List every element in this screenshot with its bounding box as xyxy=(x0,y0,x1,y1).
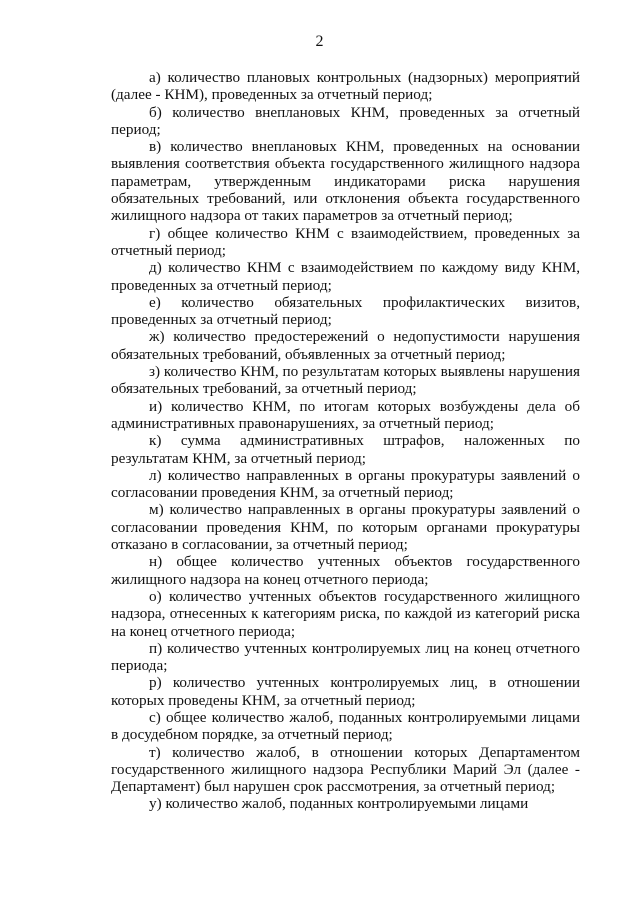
list-item-t: т) количество жалоб, в отношении которых Департаментом государственного жилищного надзора Республики Марий Эл (далее - Департамент) был нарушен срок рассмотрения, за отчетный период; xyxy=(111,743,580,796)
list-item-e: е) количество обязательных профилактических визитов, проведенных за отчетный период; xyxy=(111,293,580,329)
list-item-u: у) количество жалоб, поданных контролируемыми лицами xyxy=(149,795,529,813)
page-number: 2 xyxy=(315,33,324,50)
list-item-zh: ж) количество предостережений о недопустимости нарушения обязательных требований, объявленных за отчетный период; xyxy=(111,328,580,363)
list-item-r: р) количество учтенных контролируемых лиц, в отношении которых проведены КНМ, за отчетный период; xyxy=(111,674,580,709)
list-item-a: а) количество плановых контрольных (надзорных) мероприятий (далее - КНМ), проведенных за отчетный период; xyxy=(111,69,580,104)
list-item-d: д) количество КНМ с взаимодействием по каждому виду КНМ, проведенных за отчетный период; xyxy=(111,259,580,294)
document-body xyxy=(111,69,580,813)
list-item-m: м) количество направленных в органы прокуратуры заявлений о согласовании проведения КНМ, по которым органами прокуратуры отказано в согласовании, за отчетный период; xyxy=(111,501,580,554)
list-item-n: н) общее количество учтенных объектов государственного жилищного надзора на конец отчетного периода; xyxy=(111,553,580,588)
list-item-l: л) количество направленных в органы прокуратуры заявлений о согласовании проведения КНМ, за отчетный период; xyxy=(111,466,580,502)
list-item-s: с) общее количество жалоб, поданных контролируемыми лицами в досудебном порядке, за отчетный период; xyxy=(111,708,580,744)
list-item-b: б) количество внеплановых КНМ, проведенных за отчетный период; xyxy=(111,103,580,138)
list-item-k: к) сумма административных штрафов, наложенных по результатам КНМ, за отчетный период; xyxy=(111,432,580,467)
list-item-o: о) количество учтенных объектов государственного жилищного надзора, отнесенных к категориям риска, по каждой из категорий риска на конец отчетного периода; xyxy=(111,587,580,640)
list-item-g: г) общее количество КНМ с взаимодействием, проведенных за отчетный период; xyxy=(111,224,580,259)
list-item-z: з) количество КНМ, по результатам которых выявлены нарушения обязательных требований, за отчетный период; xyxy=(111,363,580,398)
list-item-i: и) количество КНМ, по итогам которых возбуждены дела об административных правонарушениях, за отчетный период; xyxy=(111,397,580,432)
list-item-v: в) количество внеплановых КНМ, проведенных на основании выявления соответствия объекта государственного жилищного надзора параметрам, утвержденным индикаторами риска нарушения обязательных требований, или отклонения объекта государственного жилищного надзора от таких параметров за отчетный период; xyxy=(111,138,580,225)
list-item-p: п) количество учтенных контролируемых лиц на конец отчетного периода; xyxy=(111,639,580,675)
